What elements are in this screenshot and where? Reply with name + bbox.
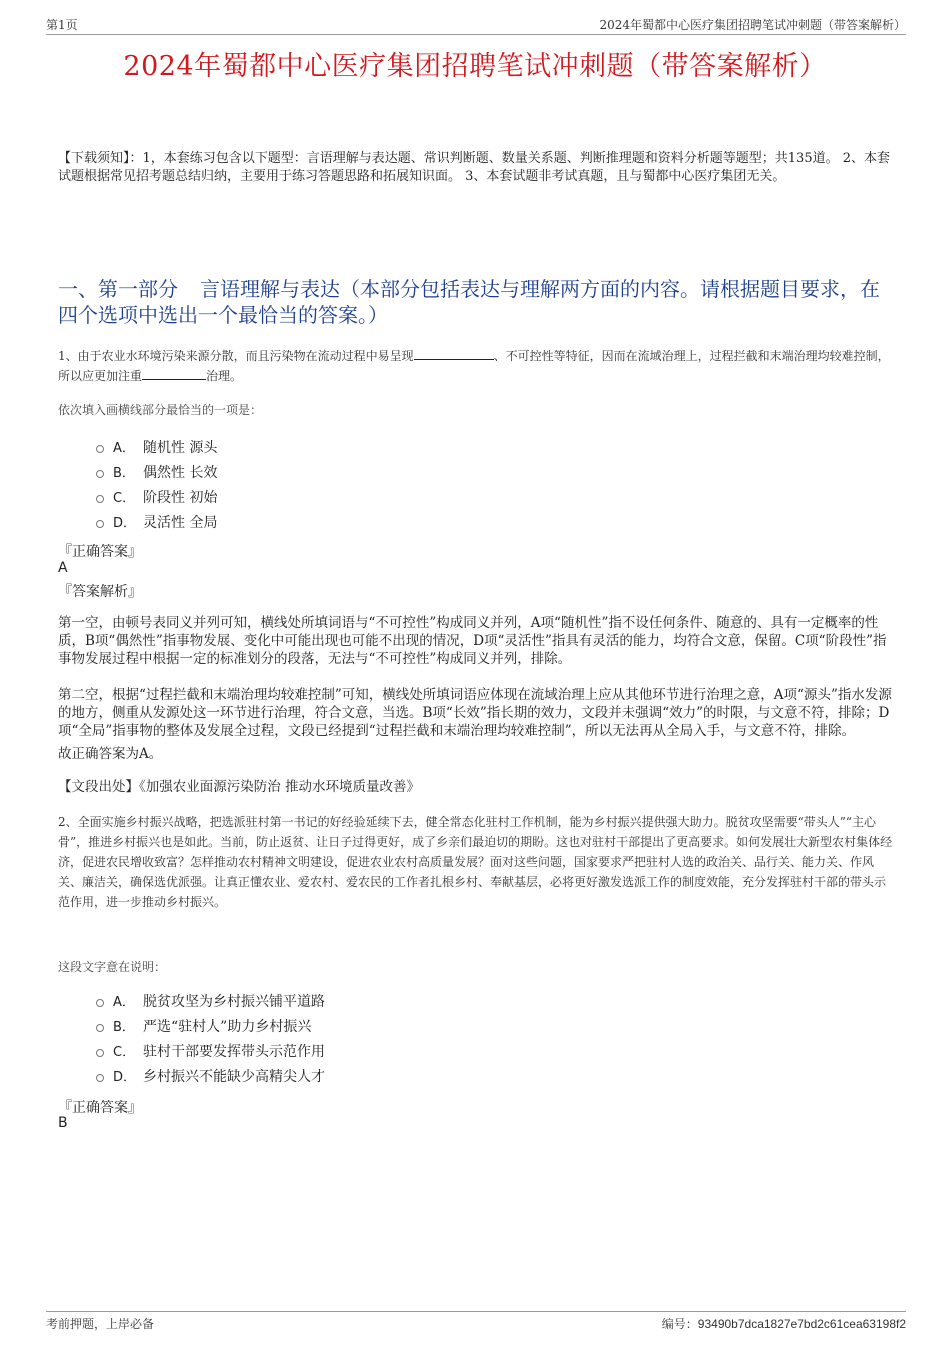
q1-option-a[interactable]: A． 随机性 源头 [96, 434, 217, 459]
radio-icon[interactable] [96, 1074, 104, 1082]
page-header [46, 14, 906, 35]
q2-option-d[interactable]: D． 乡村振兴不能缺少高精尖人才 [96, 1063, 325, 1088]
footer-slogan: 考前押题，上岸必备 [46, 1317, 155, 1331]
q1-answer-label: 『正确答案』 [58, 544, 142, 560]
q1-analysis-1: 第一空，由顿号表同义并列可知，横线处所填词语与“不可控性”构成同义并列，A项“随机性”指不设任何条件、随意的、具有一定概率的性质，B项“偶然性”指事物发展、变化中可能出现也可能不出现的情况，D项“灵活性”指具有灵活的能力，均符合文意，保留。C项“阶段性”指事物发展过程中根据一定的标准划分的段落，无法与“不可控性”构成同义并列，排除。 [58, 615, 887, 667]
question-2-stem: 2、全面实施乡村振兴战略，把选派驻村第一书记的好经验延续下去，健全常态化驻村工作机制，能为乡村振兴提供强大助力。脱贫攻坚需要“带头人”“主心骨”，推进乡村振兴也是如此。当前，防止返贫、让日子过得更好，成了乡亲们最迫切的期盼。这也对驻村干部提出了更高要求。如何发展壮大新型农村集体经济，促进农民增收致富？怎样推动农村精神文明建设，促进农业农村高质量发展？面对这些问题，国家要求严把驻村人选的政治关、品行关、能力关、作风关、廉洁关，确保选优派强。让真正懂农业、爱农村、爱农民的工作者扎根乡村、奉献基层，必将更好激发选派工作的制度效能，充分发挥驻村干部的带头示范作用，进一步推动乡村振兴。 [58, 815, 893, 909]
question-1-options [96, 434, 217, 534]
q2-option-b[interactable]: B． 严选“驻村人”助力乡村振兴 [96, 1013, 325, 1038]
blank-1 [414, 347, 494, 360]
q2-option-a[interactable]: A． 脱贫攻坚为乡村振兴铺平道路 [96, 988, 325, 1013]
question-2-prompt: 这段文字意在说明： [58, 960, 167, 974]
q1-option-c[interactable]: C． 阶段性 初始 [96, 484, 217, 509]
radio-icon[interactable] [96, 495, 104, 503]
radio-icon[interactable] [96, 520, 104, 528]
question-2-options [96, 988, 325, 1088]
q1-option-b[interactable]: B． 偶然性 长效 [96, 459, 217, 484]
radio-icon[interactable] [96, 1049, 104, 1057]
section-description: 言语理解与表达（本部分包括表达与理解两方面的内容。请根据题目要求，在四个选项中选出一个最恰当的答案。） [58, 277, 880, 327]
q2-answer: B [58, 1115, 68, 1131]
q1-analysis-2: 第二空，根据“过程拦截和末端治理均较难控制”可知，横线处所填词语应体现在流域治理上应从其他环节进行治理之意，A项“源头”指水发源的地方，侧重从发源处这一环节进行治理，符合文意，当选。B项“长效”指长期的效力，文段并未强调“效力”的时限，与文意不符，排除；D项“全局”指事物的整体及发展全过程，文段已经提到“过程拦截和末端治理均较难控制”，所以无法再从全局入手，与文意不符，排除。 [58, 687, 892, 739]
q1-option-d[interactable]: D． 灵活性 全局 [96, 509, 217, 534]
page-footer [46, 1311, 906, 1332]
section-part: 一、第一部分 [58, 277, 178, 301]
header-doc-title: 2024年蜀都中心医疗集团招聘笔试冲刺题（带答案解析） [599, 18, 906, 32]
q1-analysis-label: 『答案解析』 [58, 584, 142, 600]
question-1-prompt: 依次填入画横线部分最恰当的一项是： [58, 403, 263, 417]
radio-icon[interactable] [96, 445, 104, 453]
q1-text-part-b: 、不可控性等特征，因而在流域治理上，过程拦截和末端治理均较难控制，所以应更加注重 [58, 349, 890, 383]
radio-icon[interactable] [96, 1024, 104, 1032]
radio-icon[interactable] [96, 999, 104, 1007]
q1-text-part-a: 1、由于农业水环境污染来源分散，而且污染物在流动过程中易呈现 [58, 349, 414, 363]
footer-code: 编号：93490b7dca1827e7bd2c61cea63198f2 [661, 1317, 906, 1331]
radio-icon[interactable] [96, 470, 104, 478]
question-1-stem [58, 346, 898, 386]
q1-answer: A [58, 560, 68, 576]
page-title: 2024年蜀都中心医疗集团招聘笔试冲刺题（带答案解析） [123, 51, 827, 82]
q2-option-c[interactable]: C． 驻村干部要发挥带头示范作用 [96, 1038, 325, 1063]
blank-2 [142, 367, 206, 380]
page-number: 第1页 [46, 18, 78, 32]
section-heading [58, 276, 888, 328]
q1-text-part-c: 治理。 [206, 369, 243, 383]
q1-conclusion: 故正确答案为A。 [58, 746, 163, 762]
q2-answer-label: 『正确答案』 [58, 1100, 142, 1116]
q1-source: 【文段出处】《加强农业面源污染防治 推动水环境质量改善》 [58, 779, 421, 795]
download-notice: 【下载须知】：1，本套练习包含以下题型：言语理解与表达题、常识判断题、数量关系题、判断推理题和资料分析题等题型；共135道。 2、本套试题根据常见招考题总结归纳，主要用于练习答题思路和拓展知识面。 3、本套试题非考试真题，且与蜀都中心医疗集团无关。 [58, 151, 890, 184]
